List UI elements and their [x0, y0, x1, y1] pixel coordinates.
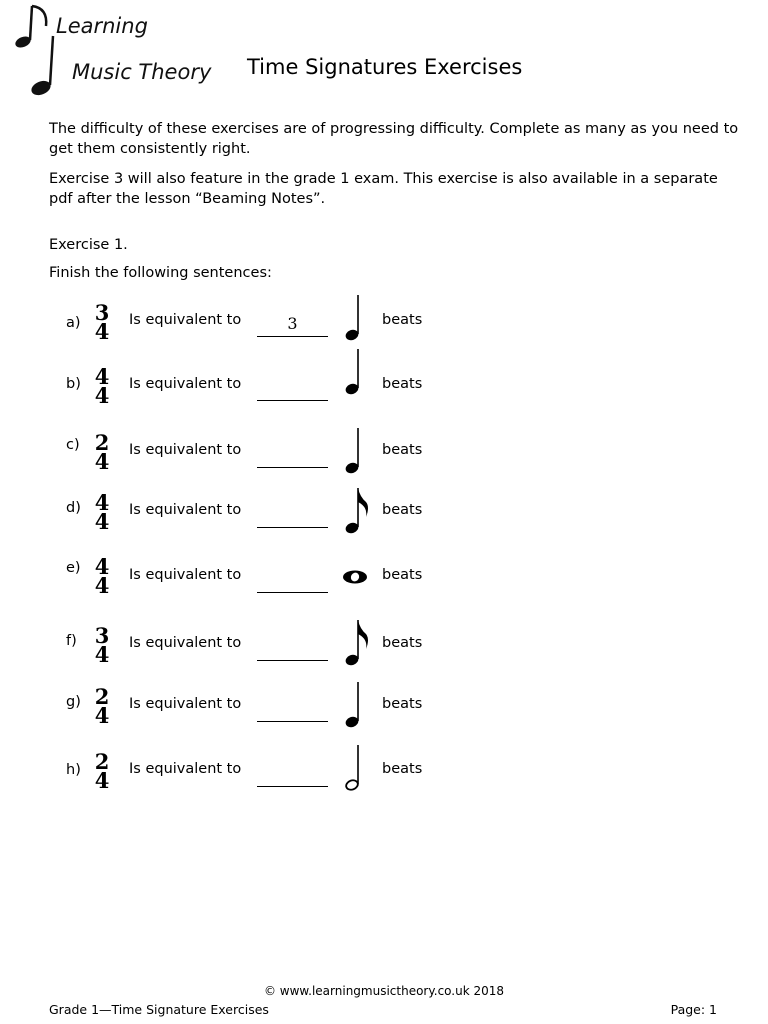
time-signature-top: 2 — [94, 684, 110, 709]
equivalent-text: Is equivalent to — [129, 696, 242, 712]
time-signature-top: 3 — [94, 300, 110, 325]
row-letter: d) — [66, 500, 81, 516]
answer-blank[interactable] — [257, 314, 328, 337]
time-signature-top: 4 — [94, 364, 110, 389]
exercise-row-a — [0, 300, 768, 360]
time-signature-top: 2 — [94, 430, 110, 455]
beats-label: beats — [382, 442, 423, 458]
time-signature-bottom: 4 — [94, 573, 110, 598]
row-letter: f) — [66, 633, 77, 649]
page-title: Time Signatures Exercises — [247, 55, 523, 79]
row-letter: g) — [66, 694, 81, 710]
beats-label: beats — [382, 567, 423, 583]
time-signature-top: 2 — [94, 749, 110, 774]
row-letter: a) — [66, 315, 81, 331]
equivalent-text: Is equivalent to — [129, 567, 242, 583]
answer-blank[interactable] — [257, 378, 328, 401]
crotchet-note-icon — [338, 425, 372, 475]
logo — [12, 2, 212, 98]
answer-blank[interactable] — [257, 764, 328, 787]
time-signature — [92, 364, 112, 408]
time-signature — [92, 554, 112, 598]
minim-note-icon — [338, 742, 372, 792]
exercise-row-h — [0, 749, 768, 809]
answer-blank[interactable] — [257, 505, 328, 528]
time-signature-top: 4 — [94, 490, 110, 515]
exercise-instruction: Finish the following sentences: — [49, 265, 272, 281]
row-letter: h) — [66, 762, 81, 778]
row-letter: e) — [66, 560, 81, 576]
exercise-heading: Exercise 1. — [49, 237, 128, 253]
footer-page-number: Page: 1 — [670, 1002, 717, 1017]
equivalent-text: Is equivalent to — [129, 376, 242, 392]
time-signature — [92, 749, 112, 793]
equivalent-text: Is equivalent to — [129, 635, 242, 651]
logo-line2: Music Theory — [72, 60, 212, 84]
time-signature-bottom: 4 — [94, 768, 110, 793]
exercise-row-g — [0, 684, 768, 744]
exercise-row-e — [0, 554, 768, 614]
time-signature-bottom: 4 — [94, 642, 110, 667]
time-signature-bottom: 4 — [94, 703, 110, 728]
quaver-note-icon — [338, 485, 372, 535]
time-signature-bottom: 4 — [94, 509, 110, 534]
beats-label: beats — [382, 696, 423, 712]
equivalent-text: Is equivalent to — [129, 761, 242, 777]
time-signature-top: 4 — [94, 554, 110, 579]
time-signature — [92, 430, 112, 474]
time-signature-top: 3 — [94, 623, 110, 648]
beats-label: beats — [382, 312, 423, 328]
exercise-row-f — [0, 623, 768, 683]
beats-label: beats — [382, 502, 423, 518]
time-signature — [92, 300, 112, 344]
time-signature-bottom: 4 — [94, 449, 110, 474]
time-signature-bottom: 4 — [94, 319, 110, 344]
exercise-row-d — [0, 490, 768, 550]
beats-label: beats — [382, 761, 423, 777]
time-signature — [92, 490, 112, 534]
exercise-row-b — [0, 364, 768, 424]
answer-blank[interactable] — [257, 699, 328, 722]
crotchet-note-icon — [338, 346, 372, 396]
equivalent-text: Is equivalent to — [129, 442, 242, 458]
time-signature-bottom: 4 — [94, 383, 110, 408]
equivalent-text: Is equivalent to — [129, 502, 242, 518]
intro-paragraph-2: Exercise 3 will also feature in the grade 1 exam. This exercise is also available in a separate pdf after the lesson “Beaming Notes”. — [49, 171, 718, 207]
logo-line1: Learning — [56, 14, 148, 38]
row-letter: c) — [66, 437, 80, 453]
equivalent-text: Is equivalent to — [129, 312, 242, 328]
answer-value: 3 — [287, 314, 298, 333]
exercise-row-c — [0, 430, 768, 490]
footer-copyright: © www.learningmusictheory.co.uk 2018 — [263, 984, 505, 998]
answer-blank[interactable] — [257, 570, 328, 593]
quaver-note-icon — [338, 617, 372, 667]
time-signature — [92, 623, 112, 667]
row-letter: b) — [66, 376, 81, 392]
beats-label: beats — [382, 376, 423, 392]
answer-blank[interactable] — [257, 445, 328, 468]
semibreve-note-icon — [338, 551, 372, 601]
beats-label: beats — [382, 635, 423, 651]
crotchet-note-icon — [338, 292, 372, 342]
intro-paragraph-1: The difficulty of these exercises are of progressing difficulty. Complete as many as you need to get them consistently right. — [49, 121, 739, 157]
time-signature — [92, 684, 112, 728]
footer-document-name: Grade 1—Time Signature Exercises — [49, 1002, 269, 1017]
answer-blank[interactable] — [257, 638, 328, 661]
crotchet-note-icon — [338, 679, 372, 729]
